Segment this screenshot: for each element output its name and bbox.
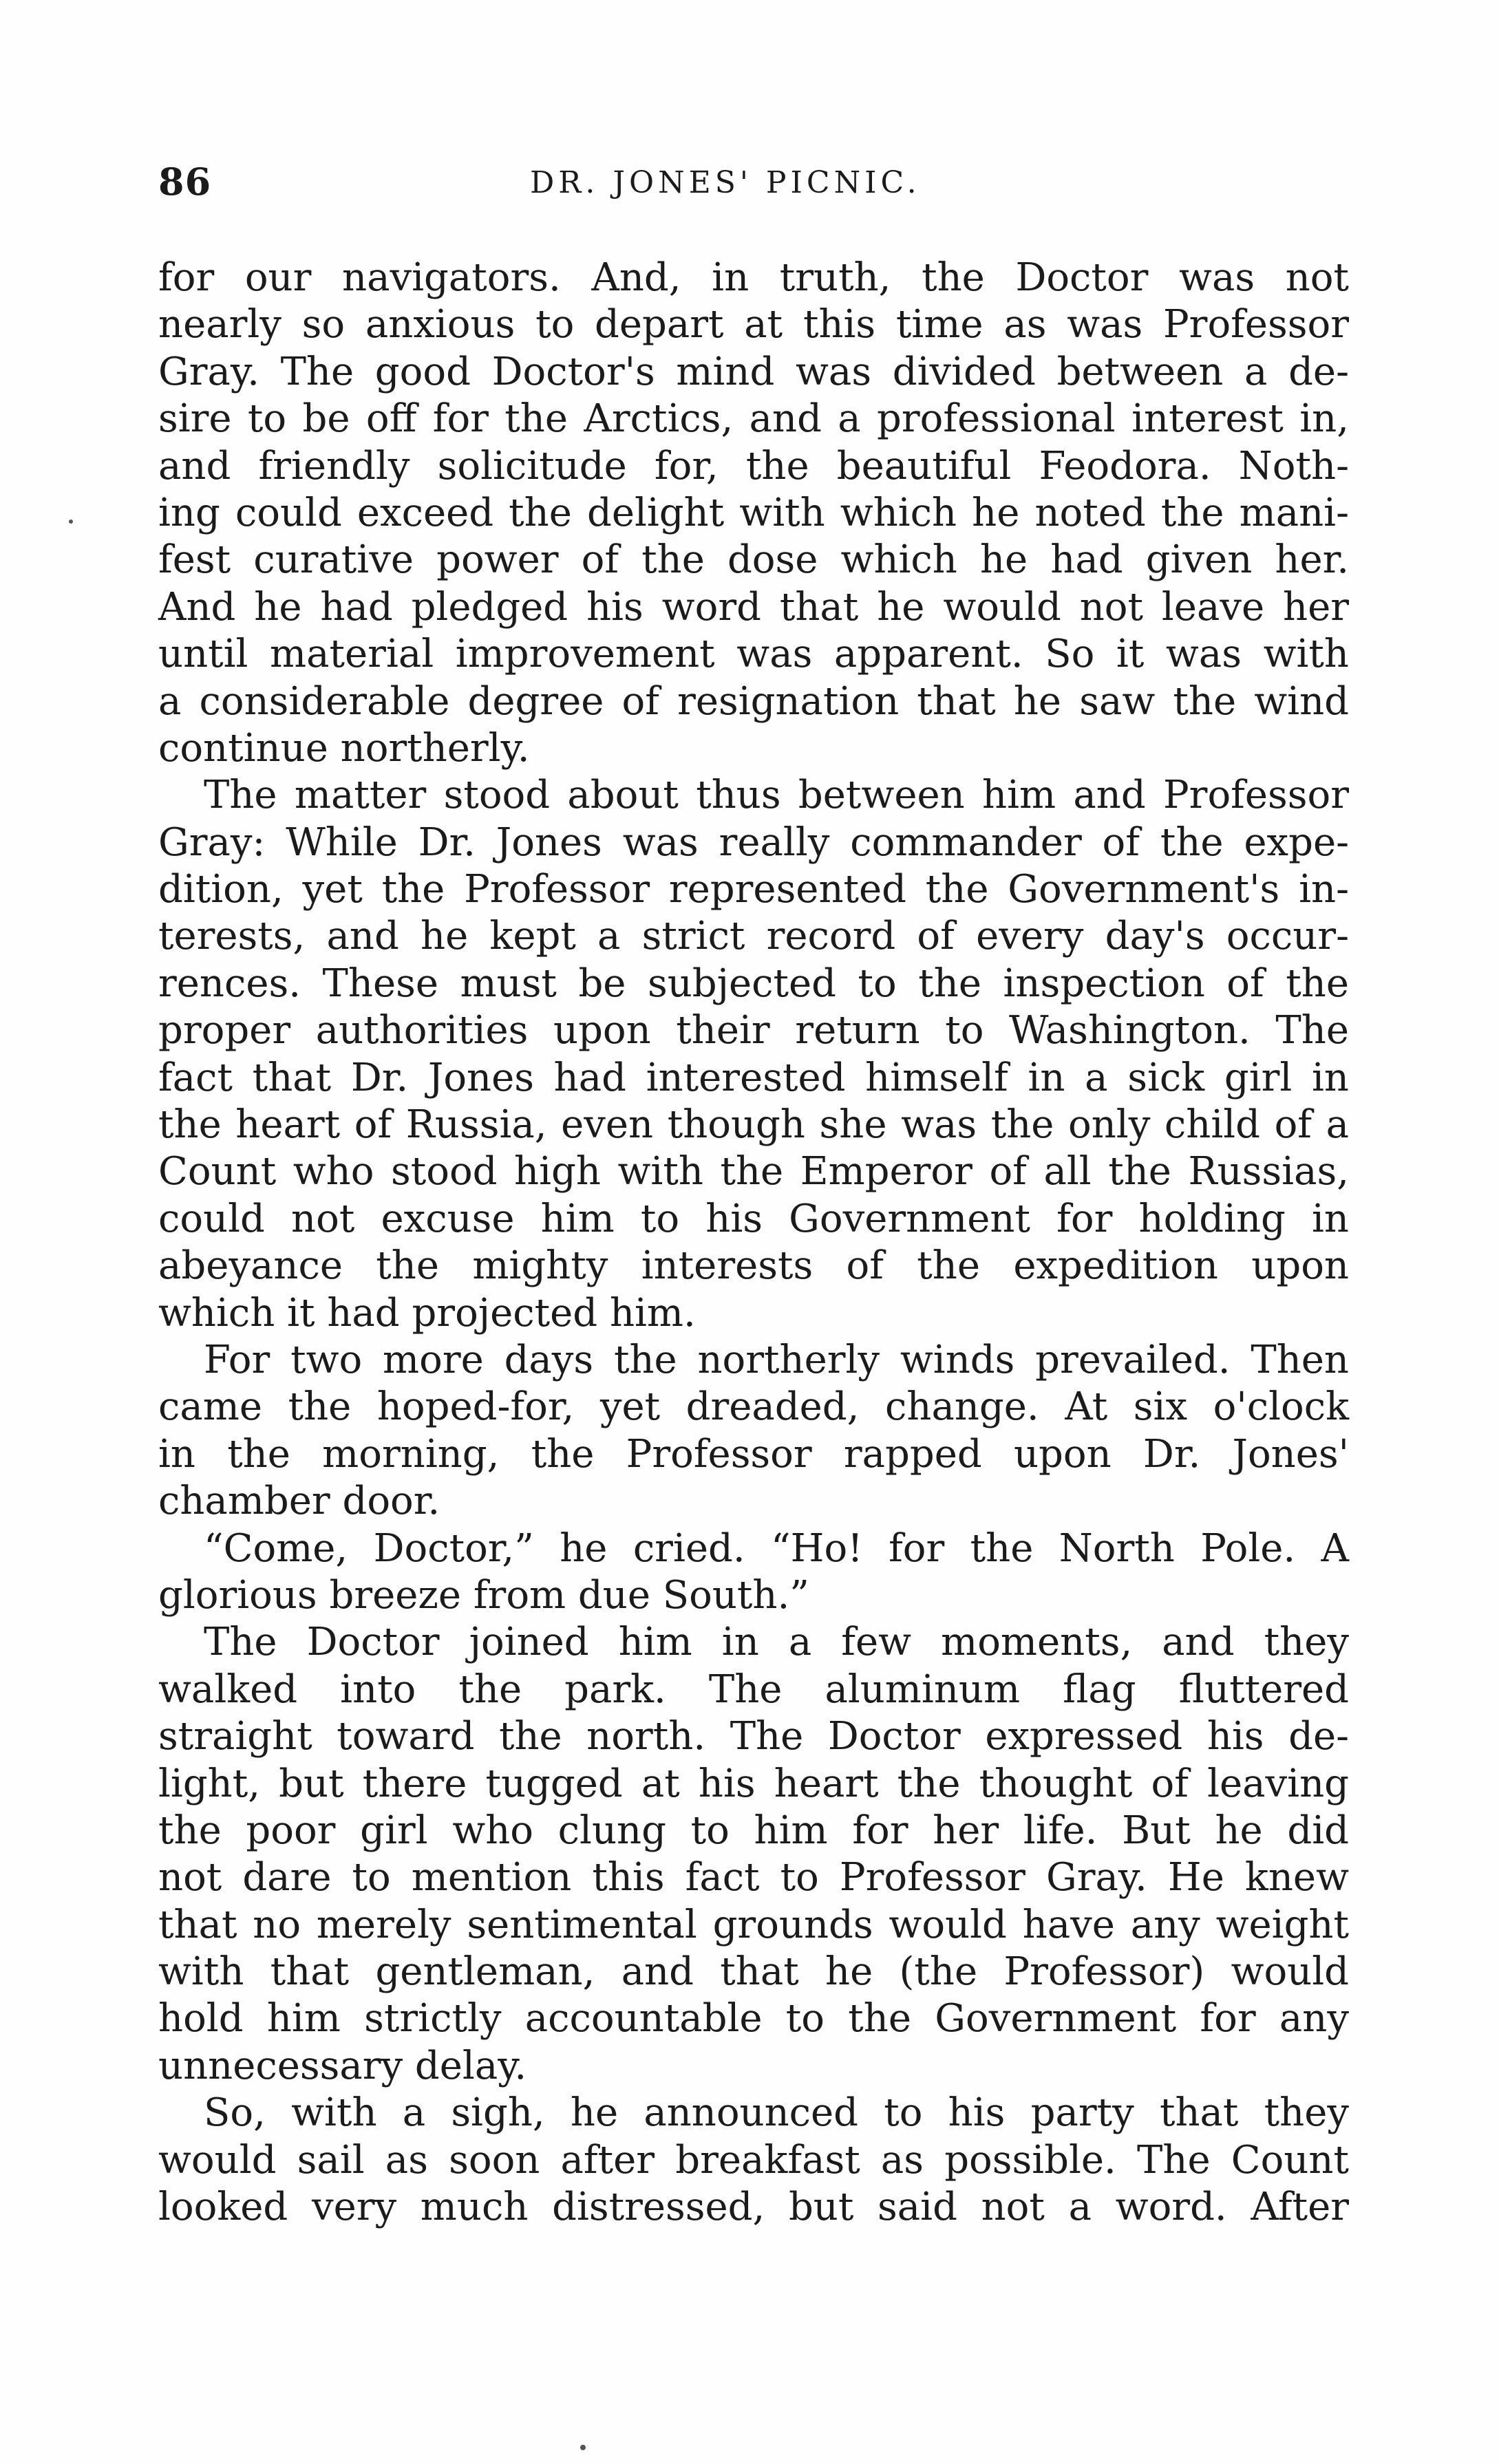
- text-line: For two more days the northerly winds prevailed. Then: [204, 1337, 1349, 1382]
- text-line: fest curative power of the dose which he had given her.: [158, 537, 1349, 583]
- text-line: the poor girl who clung to him for her life. But he did: [158, 1808, 1349, 1853]
- text-line: which it had projected him.: [158, 1290, 696, 1336]
- stray-ink-mark: [580, 2445, 586, 2450]
- text-line: and friendly solicitude for, the beautiful Feodora. Noth-: [158, 443, 1349, 489]
- page-number: 86: [158, 160, 212, 204]
- text-line: abeyance the mighty interests of the expedition upon: [158, 1243, 1349, 1289]
- page-header: [158, 160, 1349, 208]
- text-line: could not excuse him to his Government for holding in: [158, 1196, 1349, 1241]
- text-line: sire to be off for the Arctics, and a professional interest in,: [158, 396, 1349, 442]
- text-line: nearly so anxious to depart at this time as was Professor: [158, 302, 1349, 347]
- text-line: The matter stood about thus between him and Professor: [204, 773, 1349, 818]
- text-line: straight toward the north. The Doctor expressed his de-: [158, 1714, 1349, 1759]
- text-line: the heart of Russia, even though she was the only child of a: [158, 1102, 1349, 1148]
- text-line: terests, and he kept a strict record of every day's occur-: [158, 914, 1349, 959]
- text-line: Gray. The good Doctor's mind was divided between a de-: [158, 349, 1349, 394]
- text-line: that no merely sentimental grounds would have any weight: [158, 1902, 1349, 1947]
- text-line: glorious breeze from due South.”: [158, 1572, 809, 1618]
- text-line: with that gentleman, and that he (the Professor) would: [158, 1949, 1349, 1995]
- text-line: walked into the park. The aluminum flag fluttered: [158, 1667, 1349, 1712]
- text-line: And he had pledged his word that he would not leave her: [158, 584, 1349, 630]
- text-line: Gray: While Dr. Jones was really commander of the expe-: [158, 819, 1349, 865]
- text-line: dition, yet the Professor represented the Government's in-: [158, 867, 1349, 912]
- text-line: in the morning, the Professor rapped upon Dr. Jones': [158, 1431, 1349, 1477]
- text-line: rences. These must be subjected to the inspection of the: [158, 961, 1349, 1006]
- text-line: So, with a sigh, he announced to his party that they: [204, 2090, 1349, 2136]
- text-line: light, but there tugged at his heart the thought of leaving: [158, 1761, 1349, 1806]
- stray-ink-mark: [69, 519, 73, 524]
- text-line: would sail as soon after breakfast as possible. The Count: [158, 2137, 1349, 2183]
- text-line: fact that Dr. Jones had interested himself in a sick girl in: [158, 1055, 1349, 1100]
- text-line: for our navigators. And, in truth, the Doctor was not: [158, 255, 1349, 300]
- running-head: DR. JONES' PICNIC.: [530, 165, 921, 200]
- text-line: not dare to mention this fact to Professor Gray. He knew: [158, 1855, 1349, 1900]
- text-line: a considerable degree of resignation that he saw the wind: [158, 678, 1349, 724]
- text-line: ing could exceed the delight with which he noted the mani-: [158, 490, 1349, 535]
- text-line: proper authorities upon their return to Washington. The: [158, 1008, 1349, 1053]
- text-line: until material improvement was apparent. So it was with: [158, 632, 1349, 677]
- text-line: The Doctor joined him in a few moments, and they: [204, 1620, 1349, 1665]
- body-text: [158, 255, 1349, 2231]
- text-line: chamber door.: [158, 1479, 440, 1524]
- text-line: continue northerly.: [158, 725, 530, 771]
- text-line: “Come, Doctor,” he cried. “Ho! for the North Pole. A: [204, 1525, 1349, 1571]
- text-line: looked very much distressed, but said not a word. After: [158, 2185, 1349, 2230]
- text-line: Count who stood high with the Emperor of all the Russias,: [158, 1149, 1349, 1194]
- text-line: unnecessary delay.: [158, 2043, 527, 2088]
- text-line: hold him strictly accountable to the Government for any: [158, 1996, 1349, 2042]
- text-line: came the hoped-for, yet dreaded, change. At six o'clock: [158, 1384, 1349, 1430]
